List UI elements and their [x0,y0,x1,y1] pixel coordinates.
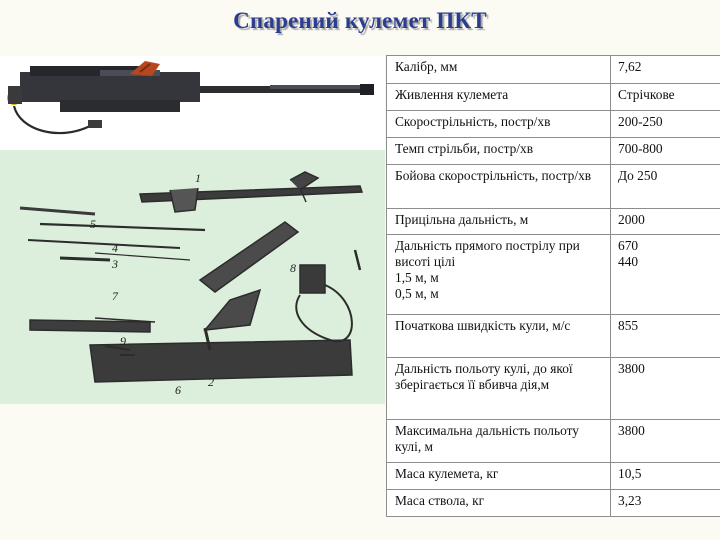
part-label-4: 4 [112,241,118,255]
spec-label: Дальність польоту кулі, до якої зберігається її вбивча дія,м [387,358,611,420]
spec-label: Дальність прямого пострілу при висоті цілі 1,5 м, м 0,5 м, м [387,235,611,315]
table-row [387,165,720,209]
machine-gun-photo [0,56,385,150]
spec-value: 670 440 [611,235,720,315]
table-row [387,111,720,138]
spec-value: 855 [611,315,720,358]
spec-value: 10,5 [611,463,720,490]
part-label-1: 1 [195,171,201,185]
spec-value: 7,62 [611,56,720,84]
spec-label: Живлення кулемета [387,84,611,111]
spec-value: 200-250 [611,111,720,138]
spec-label: Бойова скорострільність, постр/хв [387,165,611,209]
spec-label: Калібр, мм [387,56,611,84]
specs-table [386,55,720,517]
table-row [387,315,720,358]
spec-value: 3800 [611,358,720,420]
part-label-2: 2 [208,375,214,389]
spec-value: 3800 [611,420,720,463]
spec-label: Початкова швидкість кули, м/с [387,315,611,358]
table-row [387,84,720,111]
table-row [387,420,720,463]
part-label-3: 3 [112,257,118,271]
spec-value: 2000 [611,209,720,235]
spec-label: Скорострільність, постр/хв [387,111,611,138]
spec-label: Максимальна дальність польоту кулі, м [387,420,611,463]
spec-label: Маса ствола, кг [387,490,611,517]
table-row [387,358,720,420]
slide-title: Спарений кулемет ПКТ [233,8,487,33]
machine-gun-parts-drawing [0,150,385,404]
part-label-9: 9 [120,334,126,348]
part-label-7: 7 [112,289,118,303]
table-row [387,138,720,165]
part-label-8: 8 [290,261,296,275]
table-row [387,490,720,517]
table-row [387,463,720,490]
spec-label: Маса кулемета, кг [387,463,611,490]
part-label-6: 6 [175,383,181,397]
spec-label: Прицільна дальність, м [387,209,611,235]
table-row [387,209,720,235]
spec-label: Темп стрільби, постр/хв [387,138,611,165]
spec-value: До 250 [611,165,720,209]
table-row [387,235,720,315]
part-label-5: 5 [90,217,96,231]
spec-value: 700-800 [611,138,720,165]
table-row [387,56,720,84]
spec-value: 3,23 [611,490,720,517]
spec-value: Стрічкове [611,84,720,111]
